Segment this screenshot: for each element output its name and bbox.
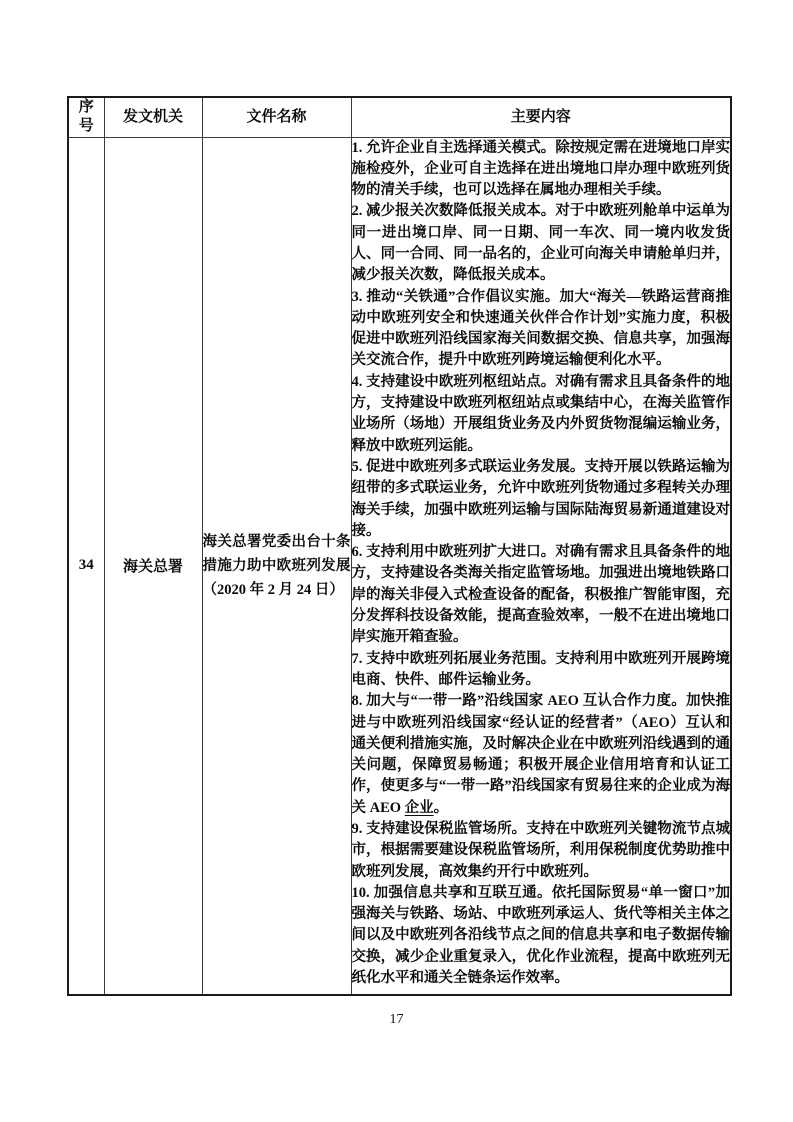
- header-serial-label: 序号: [78, 99, 94, 135]
- header-serial-number: [68, 97, 104, 137]
- content-item-6: 6. 支持利用中欧班列扩大进口。对确有需求且具备条件的地方，支持建设各类海关指定监管场地。加强进出境地铁路口岸的海关非侵入式检查设备的配备，积极推广智能审图，充分发挥科技设备效能，提高查验效率，一般不在进出境地口岸实施开箱查验。: [351, 544, 730, 646]
- header-issuing-agency: 发文机关: [104, 97, 202, 137]
- content-item-7: 7. 支持中欧班列拓展业务范围。支持利用中欧班列开展跨境电商、快件、邮件运输业务。: [351, 650, 730, 688]
- content-item-5: 5. 促进中欧班列多式联运业务发展。支持开展以铁路运输为纽带的多式联运业务，允许中欧班列货物通过多程转关办理海关手续，加强中欧班列运输与国际陆海贸易新通道建设对接。: [351, 458, 730, 539]
- header-document-name: 文件名称: [202, 97, 351, 137]
- cell-issuing-agency: 海关总署: [104, 137, 202, 995]
- content-item-8-tail: 。: [433, 799, 449, 816]
- policy-table: [67, 96, 732, 996]
- table-header-row: [68, 97, 731, 137]
- cell-serial-number: 34: [68, 137, 104, 995]
- page-number: 17: [389, 1012, 404, 1027]
- header-main-content: 主要内容: [351, 97, 731, 137]
- content-item-10: 10. 加强信息共享和互联互通。依托国际贸易“单一窗口”加强海关与铁路、场站、中欧班列承运人、货代等相关主体之间以及中欧班列各沿线节点之间的信息共享和电子数据传输交换，减少企业重复录入，优化作业流程，提高中欧班列无纸化水平和通关全链条运作效率。: [351, 884, 730, 987]
- content-item-3: 3. 推动“关铁通”合作倡议实施。加大“海关—铁路运营商推动中欧班列安全和快速通关伙伴合作计划”实施力度，积极促进中欧班列沿线国家海关间数据交换、信息共享，加强海关交流合作，提升中欧班列跨境运输便利化水平。: [351, 288, 730, 369]
- content-item-8: [352, 691, 731, 819]
- content-item-1: 1. 允许企业自主选择通关模式。除按规定需在进境地口岸实施检疫外，企业可自主选择在进出境地口岸办理中欧班列货物的清关手续，也可以选择在属地办理相关手续。: [351, 139, 730, 199]
- content-item-8-underlined-text: 企业: [404, 799, 434, 816]
- document-title-text: 海关总署党委出台十条措施力助中欧班列发展（2020 年 2 月 24 日）: [202, 533, 351, 598]
- content-item-8-text: 8. 加大与“一带一路”沿线国家 AEO 互认合作力度。加快推进与中欧班列沿线国家“经认证的经营者”（AEO）互认和通关便利措施实施，及时解决企业在中欧班列沿线遇到的通关问题，保障贸易畅通；积极开展企业信用培育和认证工作，使更多与“一带一路”沿线国家有贸易往来的企业成为海关 AEO: [351, 693, 730, 816]
- cell-document-title: [202, 137, 351, 995]
- content-item-2: 2. 减少报关次数降低报关成本。对于中欧班列舱单中运单为同一进出境口岸、同一日期、同一车次、同一境内收发货人、同一合同、同一品名的，企业可向海关申请舱单归并，减少报关次数，降低报关成本。: [351, 203, 730, 284]
- content-item-4: 4. 支持建设中欧班列枢纽站点。对确有需求且具备条件的地方，支持建设中欧班列枢纽站点或集结中心，在海关监管作业场所（场地）开展组货业务及内外贸货物混编运输业务，释放中欧班列运能。: [351, 373, 730, 454]
- table-row: [68, 137, 731, 995]
- content-item-9: 9. 支持建设保税监管场所。支持在中欧班列关键物流节点城市，根据需要建设保税监管场所，利用保税制度优势助推中欧班列发展，高效集约开行中欧班列。: [351, 821, 730, 880]
- cell-main-content: [351, 137, 731, 995]
